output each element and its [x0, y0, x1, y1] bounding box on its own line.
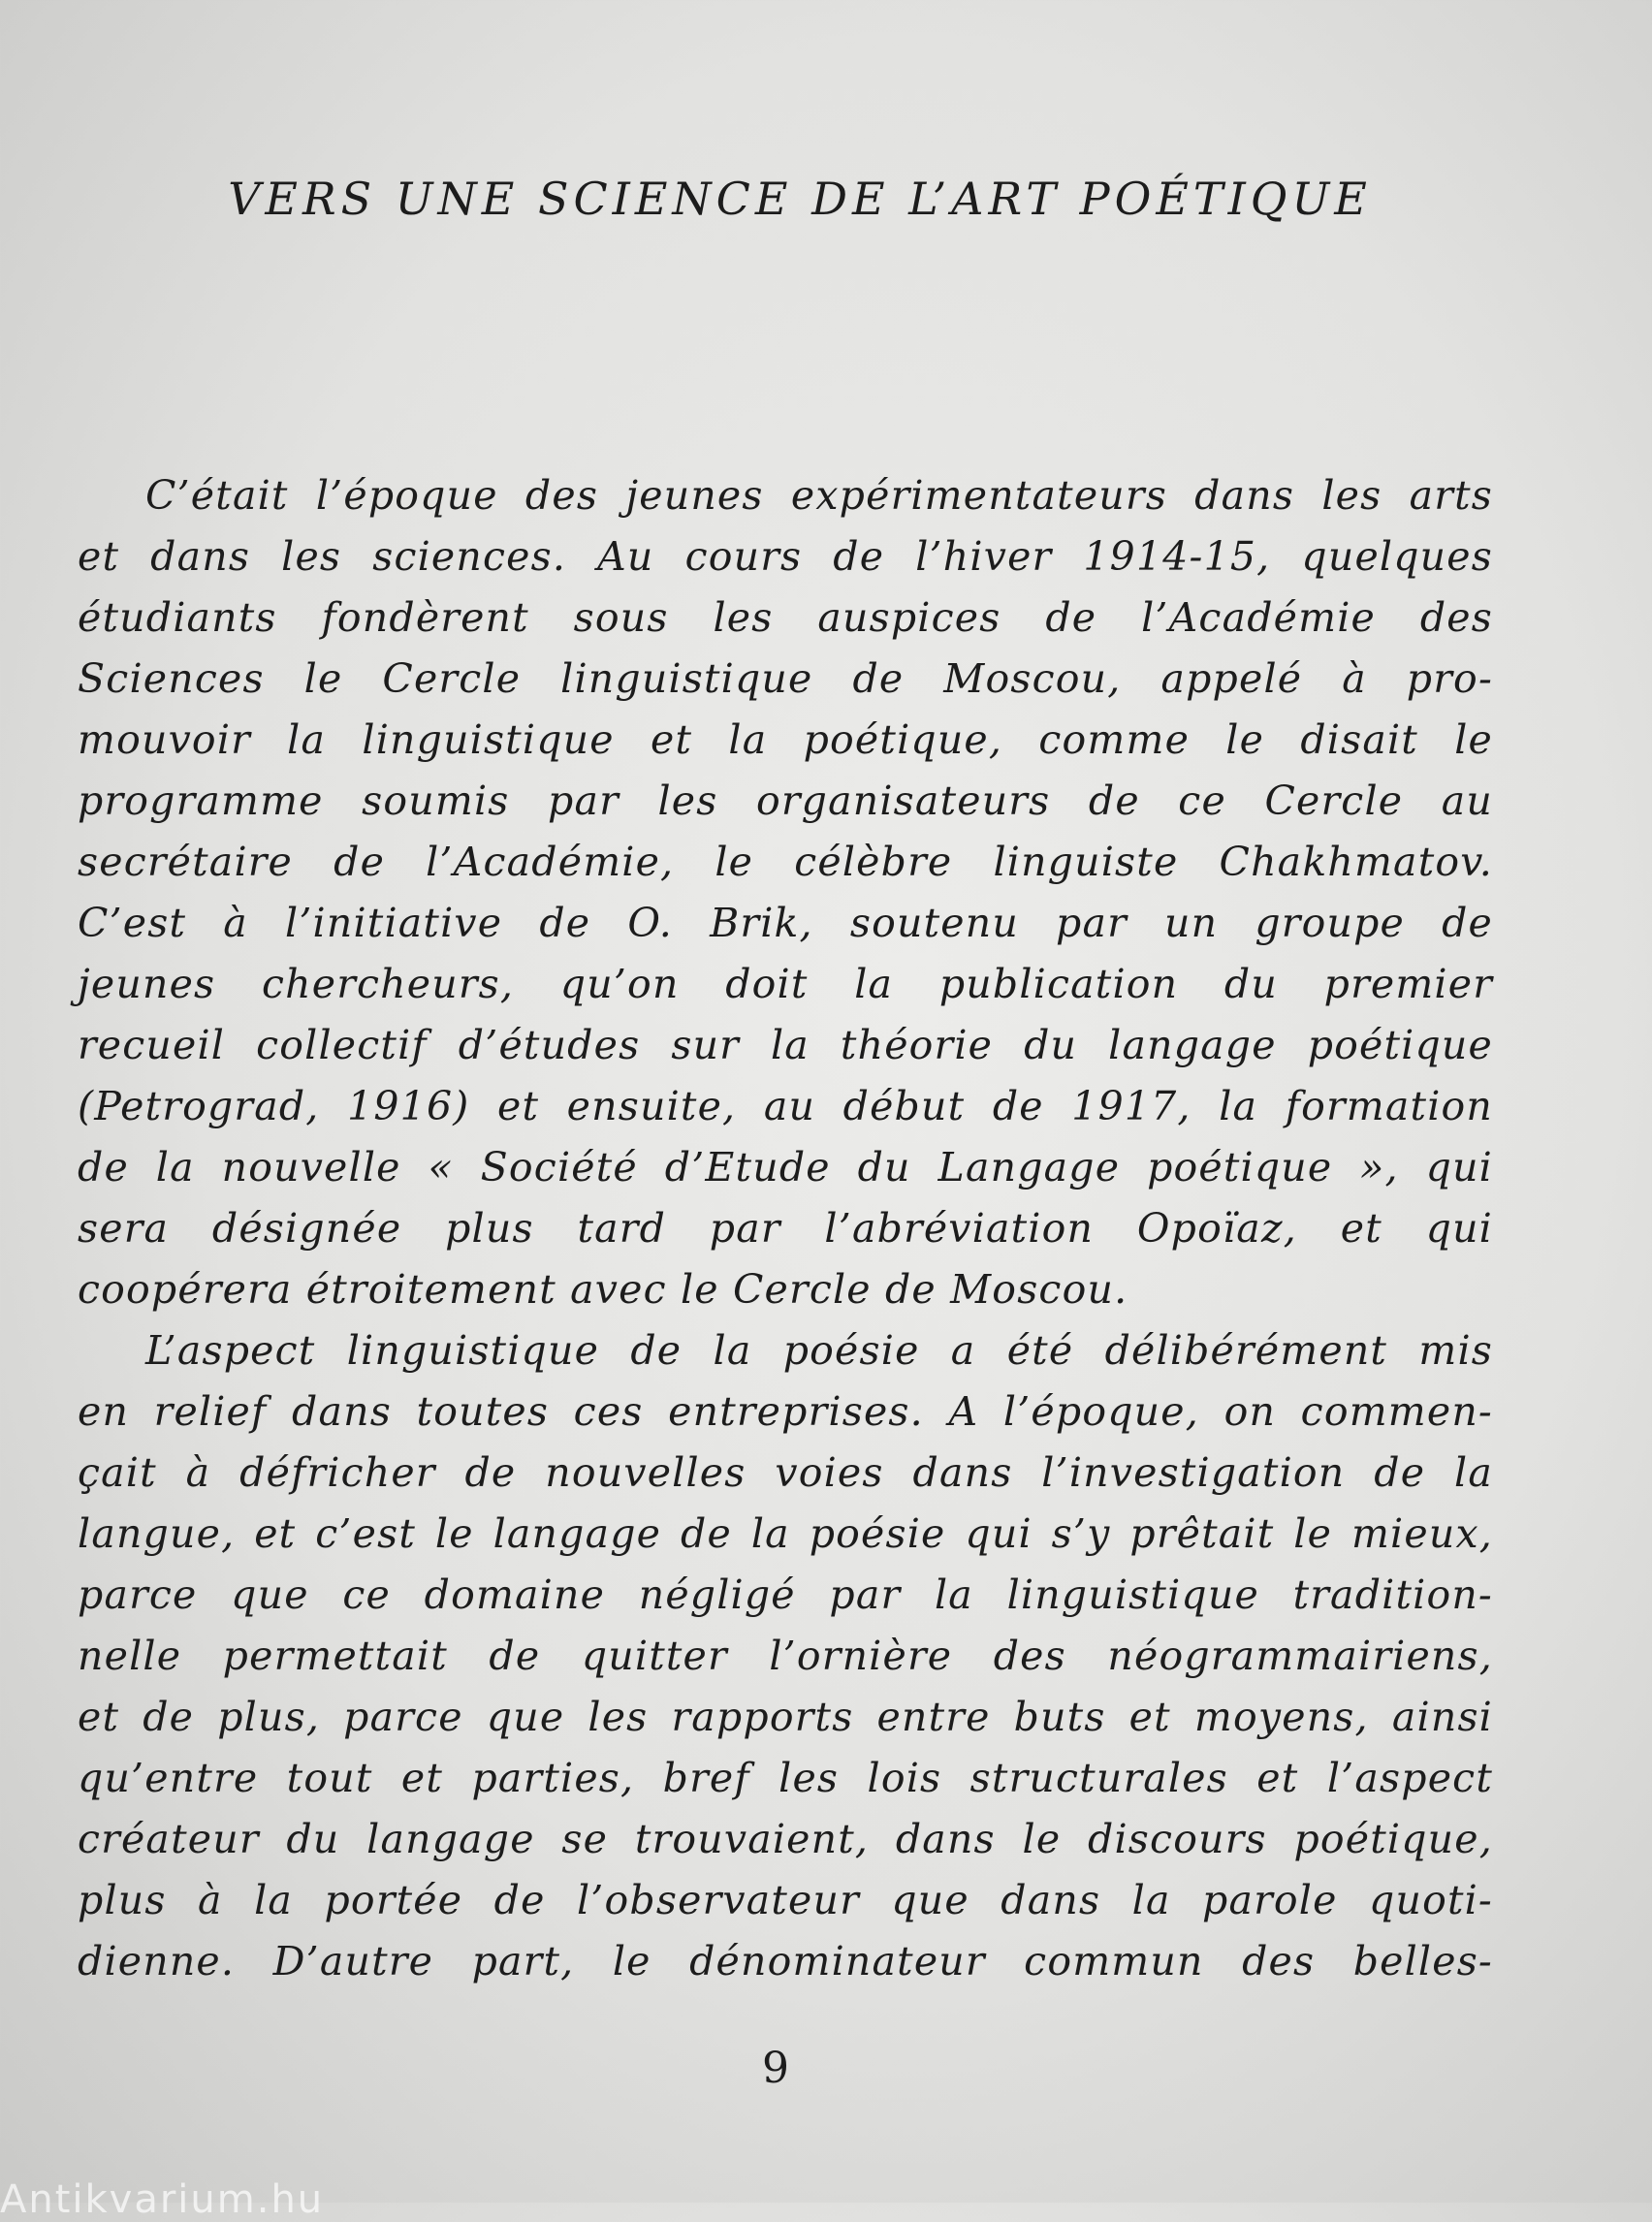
paragraph-1-line-11: (Petrograd, 1916) et ensuite, au début de 1917, la formation — [78, 1083, 1493, 1129]
page-number: 9 — [762, 2044, 789, 2093]
paragraph-2-line-4: langue, et c’est le langage de la poésie qui s’y prêtait le mieux, — [78, 1510, 1493, 1557]
paragraph-1-line-4: Sciences le Cercle linguistique de Moscou, appelé à pro- — [78, 655, 1493, 702]
paragraph-1-line-8: C’est à l’initiative de O. Brik, soutenu par un groupe de — [78, 900, 1493, 946]
paragraph-1-line-9: jeunes chercheurs, qu’on doit la publication du premier — [78, 961, 1493, 1007]
watermark: Antikvarium.hu — [0, 2177, 325, 2222]
paragraph-2-line-2: en relief dans toutes ces entreprises. A l’époque, on commen- — [78, 1388, 1493, 1435]
paragraph-2-line-5: parce que ce domaine négligé par la linguistique tradition- — [78, 1571, 1493, 1618]
paragraph-2-line-9: créateur du langage se trouvaient, dans le discours poétique, — [78, 1816, 1493, 1862]
paragraph-1-line-3: étudiants fondèrent sous les auspices de l’Académie des — [78, 594, 1493, 641]
paragraph-2-line-7: et de plus, parce que les rapports entre buts et moyens, ainsi — [78, 1694, 1493, 1740]
paragraph-1-line-6: programme soumis par les organisateurs de ce Cercle au — [78, 778, 1493, 824]
paragraph-2-line-6: nelle permettait de quitter l’ornière des néogrammairiens, — [78, 1633, 1493, 1679]
paragraph-1-line-13: sera désignée plus tard par l’abréviation Opoïaz, et qui — [78, 1205, 1493, 1252]
paragraph-1-line-12: de la nouvelle « Société d’Etude du Langage poétique », qui — [78, 1144, 1493, 1190]
paragraph-1-line-7: secrétaire de l’Académie, le célèbre linguiste Chakhmatov. — [78, 839, 1493, 885]
paragraph-2-line-1: L’aspect linguistique de la poésie a été délibérément mis — [145, 1327, 1493, 1374]
paragraph-1-line-14: coopérera étroitement avec le Cercle de Moscou. — [78, 1266, 1128, 1313]
body-text — [78, 465, 1493, 1992]
chapter-title: VERS UNE SCIENCE DE L’ART POÉTIQUE — [228, 173, 1372, 225]
paragraph-2-line-11: dienne. D’autre part, le dénominateur commun des belles- — [78, 1938, 1493, 1984]
paragraph-1-line-5: mouvoir la linguistique et la poétique, comme le disait le — [78, 716, 1493, 763]
paragraph-2-line-8: qu’entre tout et parties, bref les lois structurales et l’aspect — [78, 1755, 1493, 1801]
paragraph-2-line-3: çait à défricher de nouvelles voies dans l’investigation de la — [78, 1449, 1493, 1496]
paragraph-1-line-2: et dans les sciences. Au cours de l’hiver 1914-15, quelques — [78, 533, 1493, 580]
paragraph-1-line-1: C’était l’époque des jeunes expérimentateurs dans les arts — [145, 472, 1493, 519]
paragraph-1-line-10: recueil collectif d’études sur la théorie du langage poétique — [78, 1022, 1493, 1068]
paragraph-2-line-10: plus à la portée de l’observateur que dans la parole quoti- — [78, 1877, 1493, 1923]
